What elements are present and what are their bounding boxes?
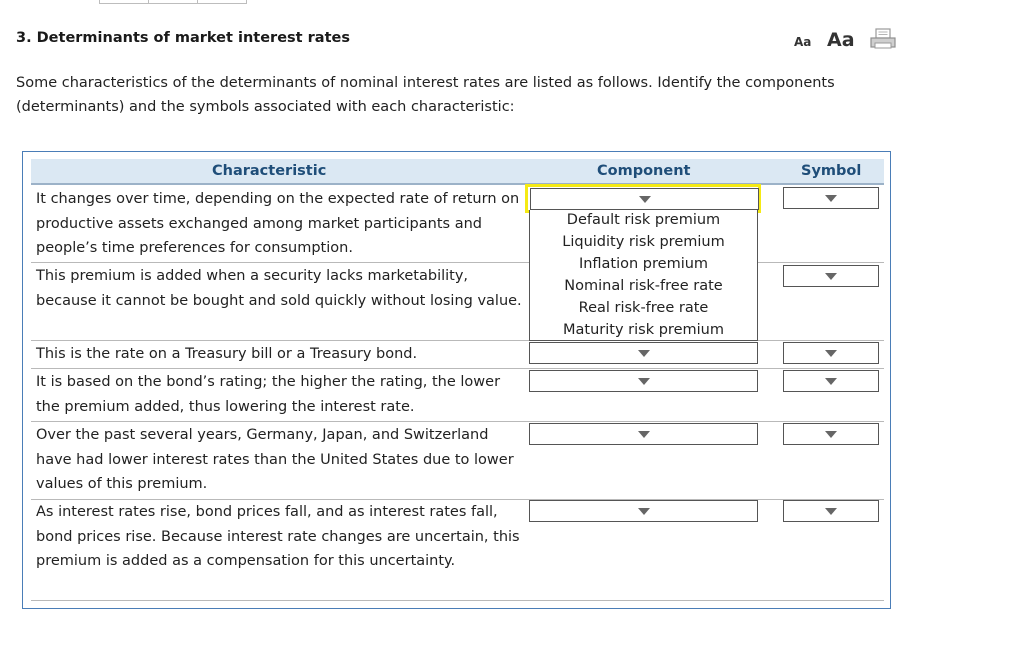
row-5-symbol-dropdown[interactable] [783, 423, 879, 445]
row-1-component-dropdown[interactable] [530, 188, 759, 210]
row-separator [31, 368, 884, 369]
option-liquidity-risk-premium[interactable]: Liquidity risk premium [562, 234, 725, 250]
font-size-large-button[interactable]: Aa [827, 29, 855, 51]
row-4-component-dropdown[interactable] [529, 370, 758, 392]
row-6-component-dropdown[interactable] [529, 500, 758, 522]
option-maturity-risk-premium[interactable]: Maturity risk premium [563, 322, 724, 338]
dropdown-arrow-icon [825, 195, 837, 202]
option-default-risk-premium[interactable]: Default risk premium [566, 212, 721, 228]
top-tab-strip [99, 0, 247, 4]
option-real-risk-free-rate[interactable]: Real risk-free rate [578, 300, 709, 316]
dropdown-arrow-icon [825, 378, 837, 385]
question-intro: Some characteristics of the determinants of nominal interest rates are listed as follows. Identify the components (determinants) and the symbols associated with each characteristic: [16, 75, 835, 115]
row-3-characteristic: This is the rate on a Treasury bill or a Treasury bond. [36, 346, 418, 362]
font-size-small-button[interactable]: Aa [794, 35, 812, 49]
header-symbol: Symbol [801, 163, 862, 179]
option-nominal-risk-free-rate[interactable]: Nominal risk-free rate [564, 278, 723, 294]
dropdown-arrow-icon [638, 508, 650, 515]
row-4-characteristic: It is based on the bond’s rating; the higher the rating, the lower the premium added, thus lowering the interest rate. [36, 374, 501, 415]
row-separator [31, 600, 884, 601]
focus-highlight [525, 184, 761, 213]
row-6-symbol-dropdown[interactable] [783, 500, 879, 522]
row-6-characteristic: As interest rates rise, bond prices fall, and as interest rates fall, bond prices rise. Because interest rate changes are uncertain, this premium is added as a compensation for this uncertainty. [36, 504, 520, 569]
determinants-table [22, 151, 891, 609]
tab-divider [197, 0, 198, 3]
printer-icon[interactable] [870, 28, 896, 50]
row-5-characteristic: Over the past several years, Germany, Japan, and Switzerland have had lower interest rates than the United States due to lower values of this premium. [36, 427, 514, 492]
row-1-symbol-dropdown[interactable] [783, 187, 879, 209]
header-component: Component [597, 163, 691, 179]
component-options-menu [529, 210, 758, 341]
question-title: 3. Determinants of market interest rates [16, 30, 350, 46]
table-header [31, 159, 884, 185]
row-5-component-dropdown[interactable] [529, 423, 758, 445]
dropdown-arrow-icon [638, 378, 650, 385]
dropdown-arrow-icon [825, 350, 837, 357]
row-2-symbol-dropdown[interactable] [783, 265, 879, 287]
row-1-characteristic: It changes over time, depending on the expected rate of return on productive assets exchanged among market participants and people’s time preferences for consumption. [36, 191, 520, 256]
dropdown-arrow-icon [638, 350, 650, 357]
row-3-component-dropdown[interactable] [529, 342, 758, 364]
dropdown-arrow-icon [825, 431, 837, 438]
header-characteristic: Characteristic [212, 163, 327, 179]
tab-divider [148, 0, 149, 3]
row-3-symbol-dropdown[interactable] [783, 342, 879, 364]
row-4-symbol-dropdown[interactable] [783, 370, 879, 392]
dropdown-arrow-icon [638, 431, 650, 438]
row-separator [31, 421, 884, 422]
dropdown-arrow-icon [639, 196, 651, 203]
row-2-characteristic: This premium is added when a security lacks marketability, because it cannot be bought and sold quickly without losing value. [36, 268, 522, 309]
option-inflation-premium[interactable]: Inflation premium [578, 256, 709, 272]
dropdown-arrow-icon [825, 273, 837, 280]
dropdown-arrow-icon [825, 508, 837, 515]
